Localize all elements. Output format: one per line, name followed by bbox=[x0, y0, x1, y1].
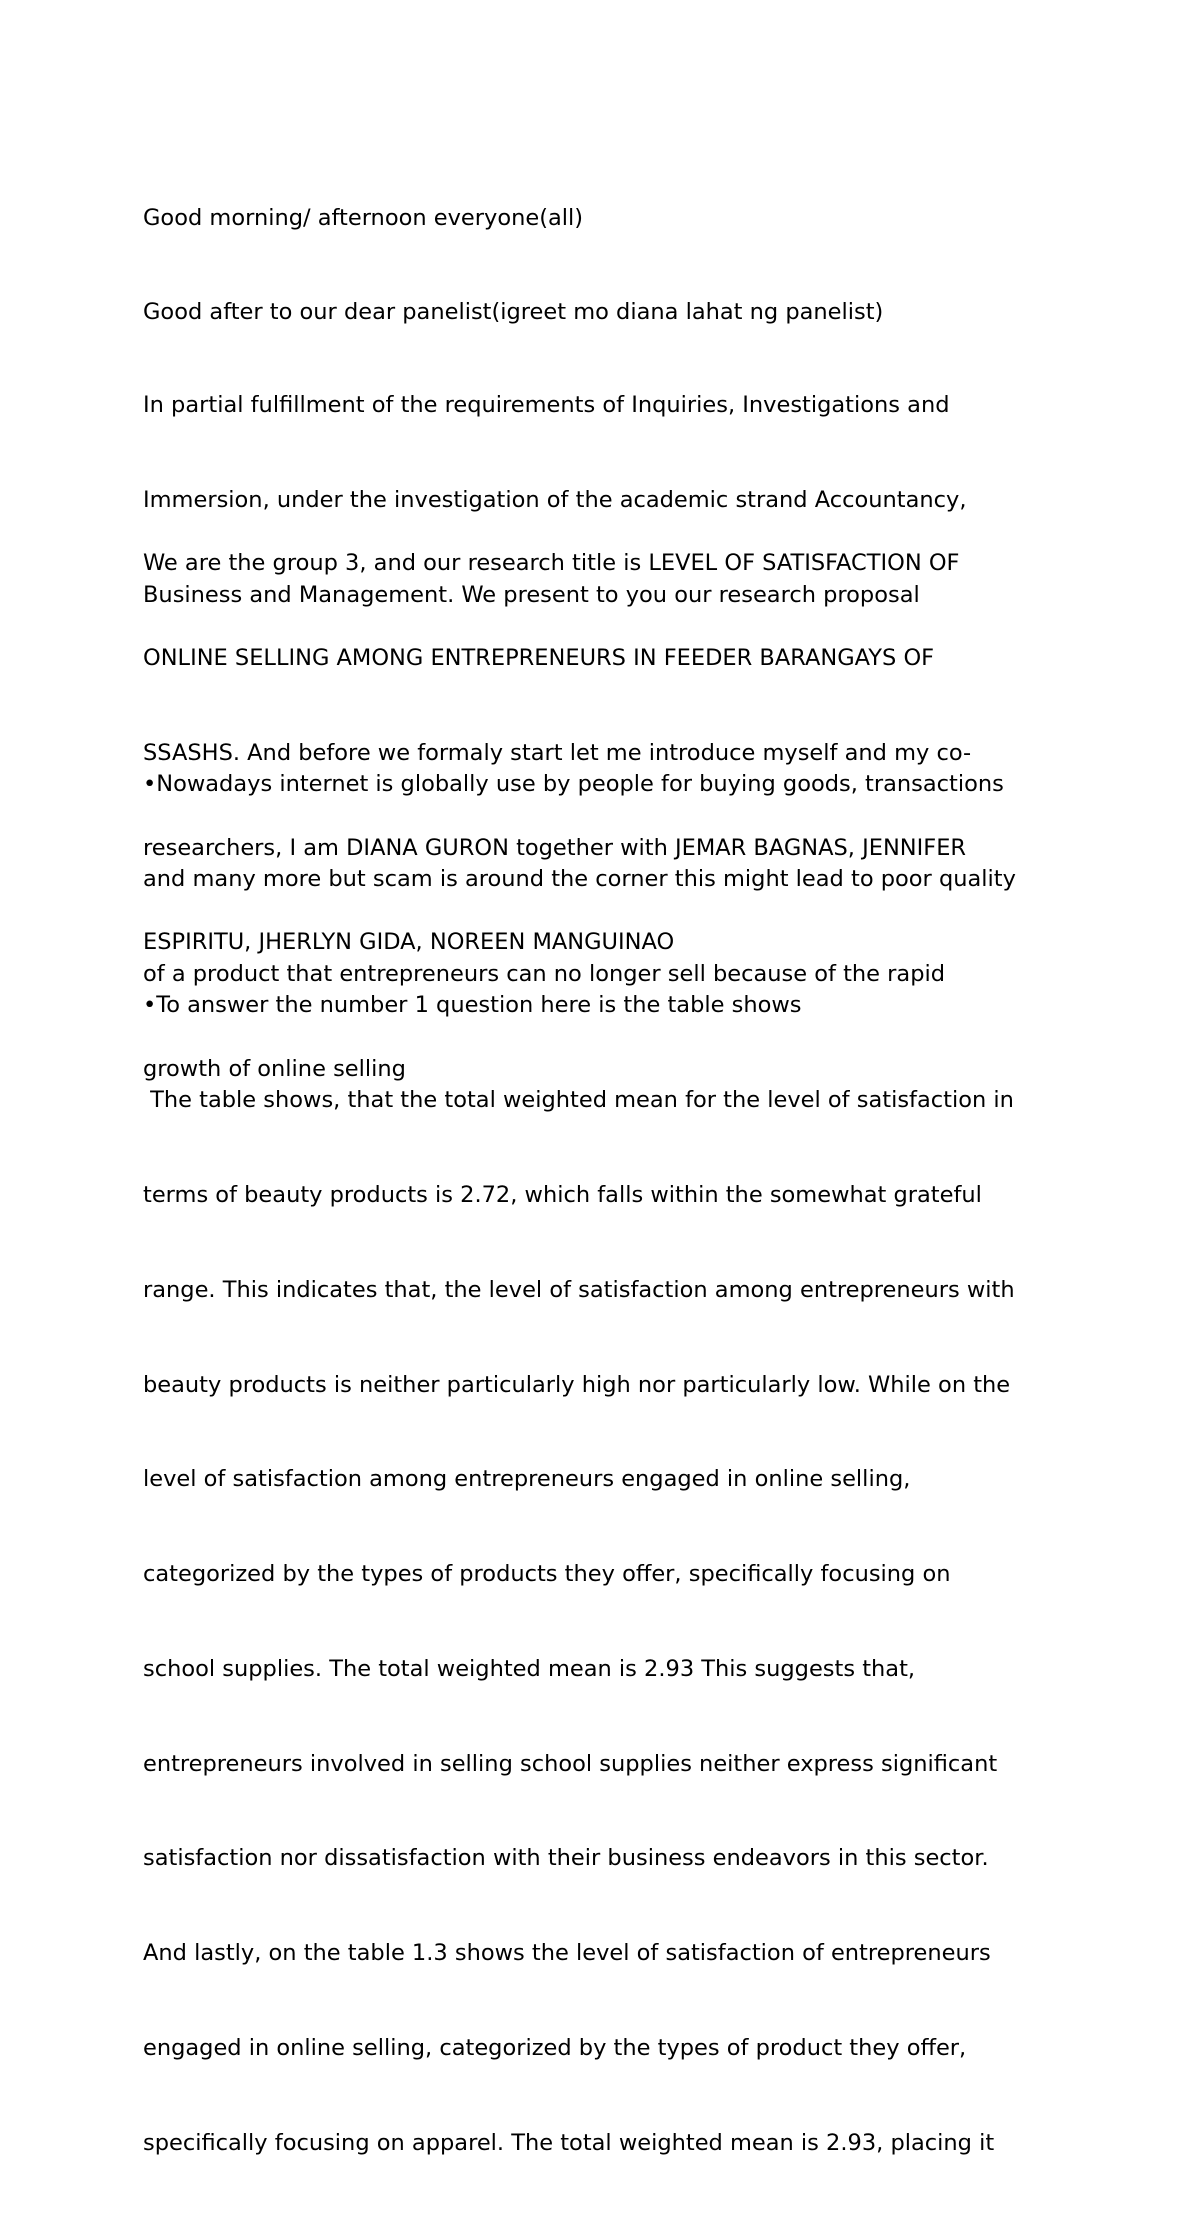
text-line: range. This indicates that, the level of satisfaction among entrepreneurs with bbox=[143, 1276, 1015, 1303]
text-line: terms of beauty products is 2.72, which falls within the somewhat grateful bbox=[143, 1181, 982, 1208]
text-line: level of satisfaction among entrepreneurs engaged in online selling, bbox=[143, 1466, 911, 1493]
text-line: SSASHS. And before we formaly start let me introduce myself and my co- bbox=[143, 739, 972, 766]
text-line: The table shows, that the total weighted mean for the level of satisfaction in bbox=[143, 1087, 1014, 1114]
text-line: Good morning/ afternoon everyone(all) bbox=[143, 205, 584, 232]
text-line: ESPIRITU, JHERLYN GIDA, NOREEN MANGUINAO bbox=[143, 929, 675, 956]
text-line: engaged in online selling, categorized by the types of product they offer, bbox=[143, 2035, 967, 2061]
text-line: satisfaction nor dissatisfaction with their business endeavors in this sector. bbox=[143, 1845, 989, 1872]
text-line: We are the group 3, and our research title is LEVEL OF SATISFACTION OF bbox=[143, 550, 960, 577]
text-line: •To answer the number 1 question here is the table shows bbox=[143, 992, 802, 1019]
text-line: Good after to our dear panelist(igreet mo diana lahat ng panelist) bbox=[143, 299, 884, 326]
results-paragraph bbox=[143, 1022, 1073, 2223]
text-line: ONLINE SELLING AMONG ENTREPRENEURS IN FEEDER BARANGAYS OF bbox=[143, 644, 935, 671]
text-line: categorized by the types of products they offer, specifically focusing on bbox=[143, 1561, 951, 1588]
text-line: growth of online selling bbox=[143, 1055, 406, 1082]
text-line: researchers, I am DIANA GURON together with JEMAR BAGNAS, JENNIFER bbox=[143, 834, 967, 861]
text-line: entrepreneurs involved in selling school supplies neither express significant bbox=[143, 1750, 998, 1777]
text-line: of a product that entrepreneurs can no longer sell because of the rapid bbox=[143, 960, 946, 987]
text-line: Immersion, under the investigation of the academic strand Accountancy, bbox=[143, 486, 967, 513]
text-line: In partial fulfillment of the requirements of Inquiries, Investigations and bbox=[143, 392, 950, 419]
text-line: beauty products is neither particularly high nor particularly low. While on the bbox=[143, 1371, 1011, 1398]
text-line: And lastly, on the table 1.3 shows the level of satisfaction of entrepreneurs bbox=[143, 1940, 991, 1967]
text-line: •Nowadays internet is globally use by people for buying goods, transactions bbox=[143, 771, 1004, 798]
text-line: specifically focusing on apparel. The total weighted mean is 2.93, placing it bbox=[143, 2129, 995, 2156]
text-line: and many more but scam is around the corner this might lead to poor quality bbox=[143, 865, 1016, 892]
text-line: Business and Management. We present to you our research proposal bbox=[143, 581, 920, 608]
text-line: school supplies. The total weighted mean is 2.93 This suggests that, bbox=[143, 1655, 916, 1682]
